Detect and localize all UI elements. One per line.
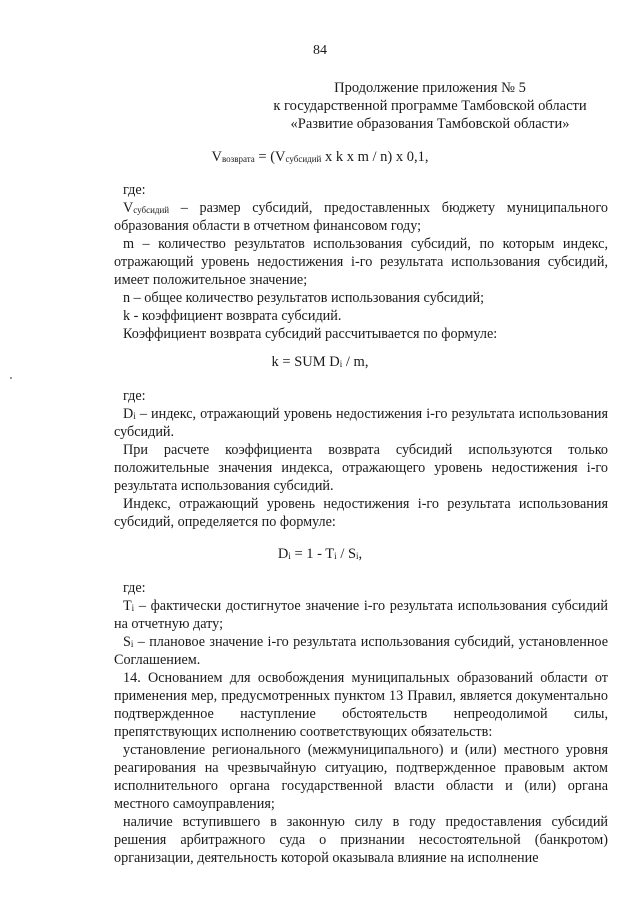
where-label: где: <box>123 182 146 198</box>
emergency-paragraph: установление регионального (межмуниципального) и (или) местного уровня реагирования на чрезвычайную ситуацию, подтвержденное правовым актом исполнительного органа государственной власти области и (или) органа местного самоуправления; <box>114 742 608 812</box>
header-line-1: Продолжение приложения № 5 <box>334 80 526 96</box>
header-line-3: «Развитие образования Тамбовской области» <box>290 116 570 132</box>
where-label-3: где: <box>123 580 146 596</box>
formula-d <box>0 545 640 563</box>
t-symbol: T <box>123 598 132 614</box>
formula-v-return <box>0 148 640 166</box>
formula-d-mid2: / S <box>336 546 357 562</box>
k-definition: k - коэффициент возврата субсидий. <box>123 308 342 324</box>
m-definition: m – количество результатов использования субсидий, по которым индекс, отражающий уровень недостижения i-го результата использования субсидий, имеет положительное значение; <box>114 236 608 288</box>
bankruptcy-paragraph: наличие вступившего в законную силу в году предоставления субсидий решения арбитражного суда о признании несостоятельной (банкротом) организации, деятельность которой оказывала влияние на исполнение <box>114 814 608 866</box>
scan-artifact <box>10 377 12 379</box>
s-symbol: S <box>123 634 131 650</box>
formula-d-lead: D <box>277 546 289 562</box>
d-definition-text: – индекс, отражающий уровень недостижения i-го результата использования субсидий. <box>114 406 608 440</box>
formula-k-sub: i <box>339 359 343 369</box>
formula-k-lead: k = SUM D <box>271 354 340 370</box>
d-symbol: D <box>123 406 134 422</box>
paragraph-14: 14. Основанием для освобождения муниципальных образований области от применения мер, предусмотренных пунктом 13 Правил, является документально подтвержденное наступление обстоятельств непреодолимой силы, препятствующих исполнению соответствующих обязательств: <box>114 670 608 740</box>
formula-d-tail: , <box>358 546 363 562</box>
where-label-2: где: <box>123 388 146 404</box>
t-symbol-sub: i <box>131 603 135 613</box>
definitions-block-1 <box>114 181 608 343</box>
formula-tail: x k x m / n) x 0,1, <box>321 149 429 165</box>
formula-d-sub3: i <box>356 551 359 561</box>
definitions-block-2 <box>114 387 608 531</box>
s-definition-text: – плановое значение i-го результата использования субсидий, установленное Соглашением. <box>114 634 608 668</box>
positive-values-paragraph: При расчете коэффициента возврата субсидий используются только положительные значения индекса, отражающего уровень недостижения i-го результата использования субсидий. <box>114 442 608 494</box>
formula-vs-sub: субсидий <box>285 154 322 164</box>
s-definition <box>114 633 608 669</box>
v-symbol: V <box>123 200 134 216</box>
d-symbol-sub: i <box>133 411 136 421</box>
n-definition: n – общее количество результатов использования субсидий; <box>123 290 485 306</box>
t-definition-text: – фактически достигнутое значение i-го результата использования субсидий на отчетную дату; <box>114 598 608 632</box>
definitions-block-3 <box>114 579 608 867</box>
appendix-header <box>260 79 600 133</box>
k-formula-intro: Коэффициент возврата субсидий рассчитывается по формуле: <box>123 326 498 342</box>
page-number: 84 <box>313 43 327 58</box>
d-definition <box>114 405 608 441</box>
t-definition <box>114 597 608 633</box>
formula-mid: = (V <box>254 149 286 165</box>
formula-d-mid: = 1 - T <box>290 546 335 562</box>
s-symbol-sub: i <box>130 639 134 649</box>
formula-v-sub: возврата <box>221 154 255 164</box>
v-definition <box>0 199 608 235</box>
header-line-2: к государственной программе Тамбовской области <box>273 98 587 114</box>
formula-d-sub1: i <box>288 551 291 561</box>
v-symbol-sub: субсидий <box>133 205 170 215</box>
formula-v: V <box>211 149 222 165</box>
formula-d-sub2: i <box>334 551 337 561</box>
index-formula-intro: Индекс, отражающий уровень недостижения i-го результата использования субсидий, определяется по формуле: <box>114 496 608 530</box>
formula-k-tail: / m, <box>342 354 369 370</box>
formula-k <box>0 353 640 371</box>
v-definition-text: – размер субсидий, предоставленных бюджету муниципального образования области в отчетном финансовом году; <box>114 200 608 234</box>
